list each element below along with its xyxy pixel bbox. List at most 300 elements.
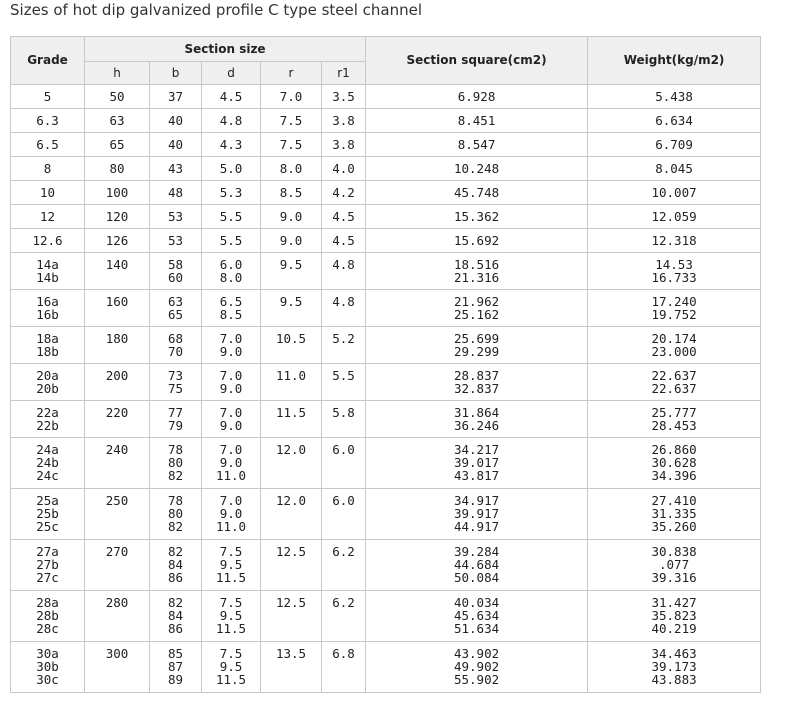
cell-h: 160 bbox=[85, 290, 150, 327]
cell-h: 65 bbox=[85, 133, 150, 157]
cell-grade bbox=[11, 364, 85, 401]
cell-d-value: 8.5 bbox=[219, 307, 243, 322]
cell-weight-value: 12.318 bbox=[651, 233, 697, 248]
table-row bbox=[11, 253, 761, 290]
table-row bbox=[11, 85, 761, 109]
cell-d-value: 7.0 bbox=[219, 493, 243, 508]
header-b: b bbox=[150, 62, 202, 85]
cell-weight-value: 30.838 bbox=[651, 544, 697, 559]
cell-grade bbox=[11, 327, 85, 364]
cell-r: 12.0 bbox=[261, 438, 322, 489]
cell-h: 100 bbox=[85, 181, 150, 205]
cell-section-square-value: 36.246 bbox=[453, 418, 500, 433]
cell-section-square bbox=[366, 290, 588, 327]
cell-d bbox=[202, 591, 261, 642]
cell-grade-value: 8 bbox=[43, 161, 52, 176]
cell-r: 8.5 bbox=[261, 181, 322, 205]
cell-weight-value: 35.260 bbox=[651, 519, 697, 534]
cell-r: 11.5 bbox=[261, 401, 322, 438]
cell-weight-value: 8.045 bbox=[655, 161, 693, 176]
cell-section-square-value: 45.748 bbox=[453, 185, 500, 200]
cell-grade bbox=[11, 109, 85, 133]
cell-b bbox=[150, 540, 202, 591]
cell-h: 240 bbox=[85, 438, 150, 489]
cell-section-square-value: 15.692 bbox=[453, 233, 500, 248]
cell-h: 300 bbox=[85, 642, 150, 693]
cell-b bbox=[150, 205, 202, 229]
cell-d-value: 7.0 bbox=[219, 405, 243, 420]
cell-weight-value: 17.240 bbox=[651, 294, 697, 309]
cell-section-square-value: 15.362 bbox=[453, 209, 500, 224]
cell-r: 8.0 bbox=[261, 157, 322, 181]
cell-r1: 4.8 bbox=[322, 253, 366, 290]
cell-d-value: 11.0 bbox=[215, 468, 247, 483]
cell-weight bbox=[588, 401, 761, 438]
cell-b-value: 84 bbox=[167, 608, 184, 623]
cell-weight bbox=[588, 85, 761, 109]
cell-d-value: 11.0 bbox=[215, 519, 247, 534]
cell-section-square-value: 39.917 bbox=[453, 506, 500, 521]
cell-weight bbox=[588, 229, 761, 253]
cell-grade bbox=[11, 133, 85, 157]
cell-b bbox=[150, 157, 202, 181]
cell-b-value: 87 bbox=[167, 659, 184, 674]
cell-section-square-value: 34.217 bbox=[453, 442, 500, 457]
cell-weight bbox=[588, 133, 761, 157]
cell-b-value: 63 bbox=[167, 294, 184, 309]
cell-section-square bbox=[366, 109, 588, 133]
cell-section-square-value: 34.917 bbox=[453, 493, 500, 508]
header-weight: Weight(kg/m2) bbox=[588, 37, 761, 85]
cell-section-square-value: 10.248 bbox=[453, 161, 500, 176]
cell-grade bbox=[11, 401, 85, 438]
cell-d-value: 9.5 bbox=[219, 608, 243, 623]
table-row bbox=[11, 181, 761, 205]
cell-section-square-value: 39.284 bbox=[453, 544, 500, 559]
cell-r1: 5.5 bbox=[322, 364, 366, 401]
cell-d-value: 11.5 bbox=[215, 621, 247, 636]
cell-grade-value: 30a bbox=[36, 646, 59, 661]
cell-weight-value: 35.823 bbox=[651, 608, 697, 623]
cell-weight bbox=[588, 540, 761, 591]
cell-section-square-value: 21.316 bbox=[453, 270, 500, 285]
cell-r: 12.5 bbox=[261, 591, 322, 642]
cell-b-value: 78 bbox=[167, 442, 184, 457]
table-body bbox=[11, 85, 761, 693]
cell-weight bbox=[588, 364, 761, 401]
cell-grade bbox=[11, 253, 85, 290]
cell-d bbox=[202, 327, 261, 364]
cell-b-value: 53 bbox=[167, 233, 184, 248]
cell-r1: 4.0 bbox=[322, 157, 366, 181]
cell-d-value: 7.5 bbox=[219, 646, 243, 661]
cell-d-value: 5.5 bbox=[219, 209, 243, 224]
cell-b-value: 40 bbox=[167, 113, 184, 128]
cell-section-square-value: 25.699 bbox=[453, 331, 500, 346]
cell-weight-value: 39.316 bbox=[651, 570, 697, 585]
cell-section-square-value: 49.902 bbox=[453, 659, 500, 674]
cell-b bbox=[150, 253, 202, 290]
cell-grade bbox=[11, 85, 85, 109]
cell-b-value: 79 bbox=[167, 418, 184, 433]
cell-weight bbox=[588, 489, 761, 540]
cell-b-value: 82 bbox=[167, 595, 184, 610]
header-section-size: Section size bbox=[85, 37, 366, 62]
cell-grade-value: 28a bbox=[36, 595, 59, 610]
cell-d-value: 7.0 bbox=[219, 442, 243, 457]
cell-b-value: 84 bbox=[167, 557, 184, 572]
cell-section-square-value: 44.684 bbox=[453, 557, 500, 572]
cell-grade bbox=[11, 642, 85, 693]
cell-r1: 6.0 bbox=[322, 438, 366, 489]
cell-h: 140 bbox=[85, 253, 150, 290]
cell-grade-value: 6.3 bbox=[36, 113, 59, 128]
cell-b-value: 70 bbox=[167, 344, 184, 359]
cell-b-value: 68 bbox=[167, 331, 184, 346]
cell-b bbox=[150, 109, 202, 133]
cell-d-value: 4.3 bbox=[219, 137, 243, 152]
header-section-square: Section square(cm2) bbox=[366, 37, 588, 85]
table-row bbox=[11, 642, 761, 693]
cell-weight-value: 20.174 bbox=[651, 331, 697, 346]
cell-d bbox=[202, 157, 261, 181]
cell-section-square-value: 18.516 bbox=[453, 257, 500, 272]
cell-grade-value: 27a bbox=[36, 544, 59, 559]
cell-grade-value: 24b bbox=[36, 455, 59, 470]
cell-grade-value: 24c bbox=[36, 468, 59, 483]
cell-d bbox=[202, 642, 261, 693]
cell-b bbox=[150, 229, 202, 253]
cell-weight-value: 27.410 bbox=[651, 493, 697, 508]
cell-section-square-value: 8.547 bbox=[457, 137, 496, 152]
cell-b-value: 89 bbox=[167, 672, 184, 687]
cell-grade bbox=[11, 157, 85, 181]
cell-b-value: 58 bbox=[167, 257, 184, 272]
header-h: h bbox=[85, 62, 150, 85]
cell-b-value: 37 bbox=[167, 89, 184, 104]
cell-grade-value: 12 bbox=[39, 209, 56, 224]
cell-grade-value: 5 bbox=[43, 89, 52, 104]
cell-r: 7.5 bbox=[261, 109, 322, 133]
cell-r: 9.5 bbox=[261, 253, 322, 290]
cell-d-value: 9.0 bbox=[219, 418, 243, 433]
cell-weight-value: 22.637 bbox=[651, 368, 697, 383]
cell-grade-value: 12.6 bbox=[32, 233, 63, 248]
cell-weight bbox=[588, 290, 761, 327]
cell-section-square-value: 43.817 bbox=[453, 468, 500, 483]
cell-d-value: 6.0 bbox=[219, 257, 243, 272]
cell-d bbox=[202, 181, 261, 205]
cell-r: 13.5 bbox=[261, 642, 322, 693]
cell-d-value: 9.5 bbox=[219, 557, 243, 572]
cell-b-value: 65 bbox=[167, 307, 184, 322]
cell-d-value: 9.5 bbox=[219, 659, 243, 674]
cell-r1: 3.8 bbox=[322, 133, 366, 157]
cell-r1: 6.0 bbox=[322, 489, 366, 540]
cell-grade-value: 14a bbox=[36, 257, 59, 272]
cell-b-value: 82 bbox=[167, 468, 184, 483]
cell-h: 63 bbox=[85, 109, 150, 133]
cell-section-square bbox=[366, 85, 588, 109]
cell-section-square-value: 8.451 bbox=[457, 113, 496, 128]
cell-d-value: 9.0 bbox=[219, 455, 243, 470]
cell-grade-value: 24a bbox=[36, 442, 59, 457]
cell-section-square-value: 40.034 bbox=[453, 595, 500, 610]
cell-h: 50 bbox=[85, 85, 150, 109]
cell-section-square bbox=[366, 401, 588, 438]
cell-r1: 6.8 bbox=[322, 642, 366, 693]
cell-section-square-value: 43.902 bbox=[453, 646, 500, 661]
cell-weight-value: .077 bbox=[659, 557, 690, 572]
cell-grade-value: 27b bbox=[36, 557, 59, 572]
cell-b-value: 48 bbox=[167, 185, 184, 200]
cell-section-square-value: 31.864 bbox=[453, 405, 500, 420]
cell-b bbox=[150, 327, 202, 364]
cell-d-value: 11.5 bbox=[215, 570, 247, 585]
cell-r1: 5.2 bbox=[322, 327, 366, 364]
cell-b bbox=[150, 401, 202, 438]
cell-weight-value: 5.438 bbox=[655, 89, 693, 104]
header-r1: r1 bbox=[322, 62, 366, 85]
cell-grade bbox=[11, 438, 85, 489]
cell-d bbox=[202, 489, 261, 540]
table-row bbox=[11, 133, 761, 157]
cell-b-value: 80 bbox=[167, 506, 184, 521]
cell-r: 9.5 bbox=[261, 290, 322, 327]
cell-weight bbox=[588, 438, 761, 489]
cell-r: 9.0 bbox=[261, 229, 322, 253]
table-row bbox=[11, 229, 761, 253]
cell-grade-value: 25c bbox=[36, 519, 59, 534]
cell-grade-value: 25b bbox=[36, 506, 59, 521]
cell-b-value: 86 bbox=[167, 570, 184, 585]
cell-section-square bbox=[366, 540, 588, 591]
cell-grade-value: 20b bbox=[36, 381, 59, 396]
cell-d bbox=[202, 540, 261, 591]
cell-d-value: 9.0 bbox=[219, 344, 243, 359]
cell-h: 126 bbox=[85, 229, 150, 253]
table-row bbox=[11, 364, 761, 401]
cell-r1: 3.8 bbox=[322, 109, 366, 133]
table-row bbox=[11, 109, 761, 133]
cell-section-square bbox=[366, 133, 588, 157]
table-row bbox=[11, 290, 761, 327]
cell-grade-value: 14b bbox=[36, 270, 59, 285]
cell-weight-value: 31.427 bbox=[651, 595, 697, 610]
cell-d-value: 6.5 bbox=[219, 294, 243, 309]
cell-b bbox=[150, 438, 202, 489]
cell-b-value: 85 bbox=[167, 646, 184, 661]
cell-b-value: 82 bbox=[167, 544, 184, 559]
cell-section-square bbox=[366, 253, 588, 290]
cell-b-value: 43 bbox=[167, 161, 184, 176]
cell-section-square bbox=[366, 327, 588, 364]
cell-b-value: 40 bbox=[167, 137, 184, 152]
cell-h: 220 bbox=[85, 401, 150, 438]
header-d: d bbox=[202, 62, 261, 85]
cell-grade-value: 16b bbox=[36, 307, 59, 322]
cell-grade-value: 10 bbox=[39, 185, 56, 200]
cell-section-square bbox=[366, 229, 588, 253]
cell-r: 7.0 bbox=[261, 85, 322, 109]
cell-d-value: 7.5 bbox=[219, 595, 243, 610]
cell-b-value: 80 bbox=[167, 455, 184, 470]
cell-section-square bbox=[366, 591, 588, 642]
cell-section-square-value: 32.837 bbox=[453, 381, 500, 396]
cell-b bbox=[150, 133, 202, 157]
cell-b-value: 73 bbox=[167, 368, 184, 383]
cell-r: 11.0 bbox=[261, 364, 322, 401]
cell-section-square-value: 55.902 bbox=[453, 672, 500, 687]
cell-weight bbox=[588, 157, 761, 181]
cell-h: 250 bbox=[85, 489, 150, 540]
cell-section-square-value: 25.162 bbox=[453, 307, 500, 322]
table-row bbox=[11, 489, 761, 540]
cell-b bbox=[150, 489, 202, 540]
cell-d bbox=[202, 109, 261, 133]
table-row bbox=[11, 205, 761, 229]
cell-grade bbox=[11, 290, 85, 327]
cell-h: 180 bbox=[85, 327, 150, 364]
cell-section-square-value: 44.917 bbox=[453, 519, 500, 534]
header-r: r bbox=[261, 62, 322, 85]
cell-h: 80 bbox=[85, 157, 150, 181]
cell-grade-value: 30b bbox=[36, 659, 59, 674]
cell-d-value: 5.3 bbox=[219, 185, 243, 200]
table-row bbox=[11, 401, 761, 438]
cell-d bbox=[202, 205, 261, 229]
steel-channel-table bbox=[10, 36, 761, 693]
cell-grade bbox=[11, 229, 85, 253]
cell-section-square-value: 21.962 bbox=[453, 294, 500, 309]
cell-d-value: 4.5 bbox=[219, 89, 243, 104]
cell-section-square bbox=[366, 205, 588, 229]
cell-grade-value: 18a bbox=[36, 331, 59, 346]
cell-r1: 3.5 bbox=[322, 85, 366, 109]
table-row bbox=[11, 438, 761, 489]
cell-b-value: 78 bbox=[167, 493, 184, 508]
page-title: Sizes of hot dip galvanized profile C type steel channel bbox=[10, 1, 423, 19]
cell-grade bbox=[11, 205, 85, 229]
cell-weight-value: 28.453 bbox=[651, 418, 697, 433]
cell-h: 120 bbox=[85, 205, 150, 229]
cell-b bbox=[150, 85, 202, 109]
cell-d-value: 5.5 bbox=[219, 233, 243, 248]
cell-grade-value: 27c bbox=[36, 570, 59, 585]
cell-b-value: 86 bbox=[167, 621, 184, 636]
cell-weight-value: 26.860 bbox=[651, 442, 697, 457]
cell-d-value: 8.0 bbox=[219, 270, 243, 285]
cell-weight-value: 43.883 bbox=[651, 672, 697, 687]
cell-grade-value: 28c bbox=[36, 621, 59, 636]
cell-weight-value: 34.463 bbox=[651, 646, 697, 661]
cell-weight-value: 6.634 bbox=[655, 113, 693, 128]
cell-r: 12.5 bbox=[261, 540, 322, 591]
cell-section-square bbox=[366, 181, 588, 205]
cell-grade bbox=[11, 181, 85, 205]
cell-weight-value: 30.628 bbox=[651, 455, 697, 470]
header-grade: Grade bbox=[11, 37, 85, 85]
cell-weight-value: 31.335 bbox=[651, 506, 697, 521]
cell-section-square-value: 51.634 bbox=[453, 621, 500, 636]
cell-weight bbox=[588, 181, 761, 205]
cell-d bbox=[202, 85, 261, 109]
table-row bbox=[11, 540, 761, 591]
cell-b-value: 60 bbox=[167, 270, 184, 285]
cell-b bbox=[150, 181, 202, 205]
cell-r: 12.0 bbox=[261, 489, 322, 540]
cell-r1: 4.5 bbox=[322, 229, 366, 253]
cell-r: 10.5 bbox=[261, 327, 322, 364]
cell-grade bbox=[11, 591, 85, 642]
cell-section-square-value: 45.634 bbox=[453, 608, 500, 623]
table-row bbox=[11, 327, 761, 364]
cell-grade-value: 28b bbox=[36, 608, 59, 623]
cell-r1: 6.2 bbox=[322, 591, 366, 642]
cell-section-square bbox=[366, 489, 588, 540]
cell-weight-value: 10.007 bbox=[651, 185, 697, 200]
cell-b-value: 82 bbox=[167, 519, 184, 534]
cell-grade bbox=[11, 489, 85, 540]
cell-section-square bbox=[366, 438, 588, 489]
cell-r1: 4.5 bbox=[322, 205, 366, 229]
cell-b bbox=[150, 591, 202, 642]
cell-d bbox=[202, 364, 261, 401]
cell-grade-value: 18b bbox=[36, 344, 59, 359]
cell-d bbox=[202, 133, 261, 157]
cell-b bbox=[150, 642, 202, 693]
cell-d-value: 11.5 bbox=[215, 672, 247, 687]
cell-section-square-value: 29.299 bbox=[453, 344, 500, 359]
cell-weight-value: 23.000 bbox=[651, 344, 697, 359]
cell-weight bbox=[588, 591, 761, 642]
cell-d bbox=[202, 253, 261, 290]
cell-d-value: 7.0 bbox=[219, 368, 243, 383]
cell-d bbox=[202, 401, 261, 438]
cell-weight-value: 40.219 bbox=[651, 621, 697, 636]
cell-r: 7.5 bbox=[261, 133, 322, 157]
cell-weight bbox=[588, 109, 761, 133]
cell-weight-value: 39.173 bbox=[651, 659, 697, 674]
cell-section-square bbox=[366, 364, 588, 401]
cell-grade-value: 20a bbox=[36, 368, 59, 383]
cell-grade-value: 22a bbox=[36, 405, 59, 420]
cell-weight-value: 6.709 bbox=[655, 137, 693, 152]
cell-d bbox=[202, 438, 261, 489]
cell-grade bbox=[11, 540, 85, 591]
cell-d-value: 9.0 bbox=[219, 381, 243, 396]
cell-grade-value: 6.5 bbox=[36, 137, 59, 152]
cell-d bbox=[202, 229, 261, 253]
cell-section-square-value: 39.017 bbox=[453, 455, 500, 470]
cell-d bbox=[202, 290, 261, 327]
cell-h: 270 bbox=[85, 540, 150, 591]
cell-weight bbox=[588, 253, 761, 290]
cell-grade-value: 22b bbox=[36, 418, 59, 433]
table-row bbox=[11, 157, 761, 181]
cell-weight-value: 25.777 bbox=[651, 405, 697, 420]
cell-weight-value: 12.059 bbox=[651, 209, 697, 224]
cell-section-square bbox=[366, 642, 588, 693]
cell-weight-value: 22.637 bbox=[651, 381, 697, 396]
cell-r1: 4.2 bbox=[322, 181, 366, 205]
cell-d-value: 7.0 bbox=[219, 331, 243, 346]
cell-d-value: 7.5 bbox=[219, 544, 243, 559]
cell-d-value: 5.0 bbox=[219, 161, 243, 176]
cell-weight-value: 34.396 bbox=[651, 468, 697, 483]
cell-d-value: 4.8 bbox=[219, 113, 243, 128]
cell-grade-value: 30c bbox=[36, 672, 59, 687]
